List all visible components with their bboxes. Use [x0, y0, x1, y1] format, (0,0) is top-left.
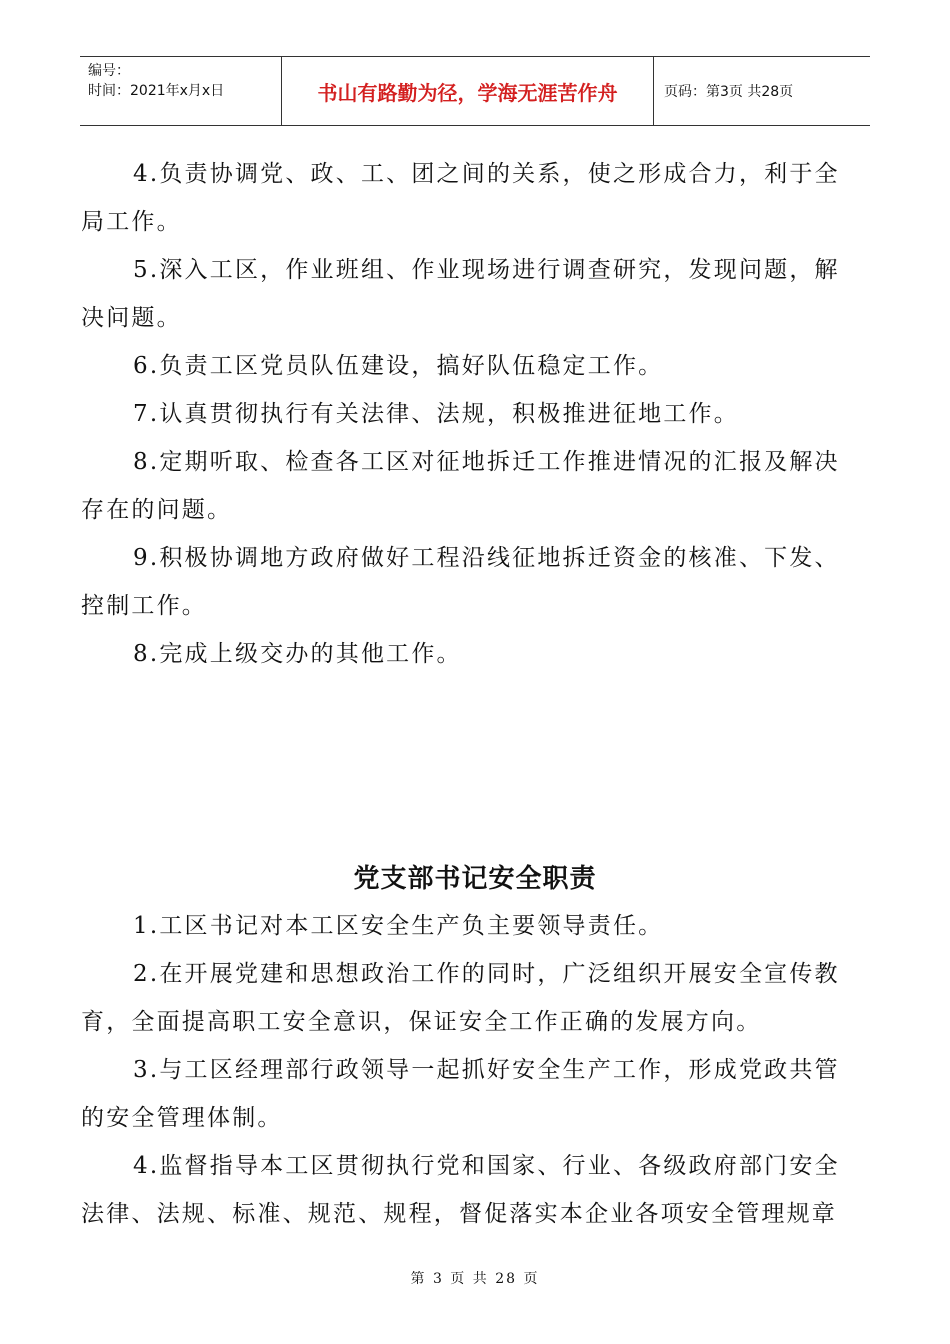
- section-item-3: [81, 1046, 871, 1142]
- paragraph-line: 存在的问题。: [81, 497, 233, 523]
- paragraph-6: [81, 342, 871, 390]
- section-item-2: [81, 950, 871, 1046]
- paragraph-line: 4.负责协调党、政、工、团之间的关系，使之形成合力，利于全: [133, 161, 840, 187]
- paragraph-line: 局工作。: [81, 209, 182, 235]
- header-motto: 书山有路勤为径，学海无涯苦作舟: [282, 57, 654, 125]
- paragraph-9: [81, 534, 871, 630]
- page-footer: 第 3 页 共 28 页: [410, 1271, 540, 1287]
- paragraph-4: [81, 150, 871, 246]
- paragraph-5: [81, 246, 871, 342]
- paragraph-8: [81, 438, 871, 534]
- paragraph-7: [81, 390, 871, 438]
- paragraph-line: 9.积极协调地方政府做好工程沿线征地拆迁资金的核准、下发、: [133, 545, 840, 571]
- paragraph-line: 1.工区书记对本工区安全生产负主要领导责任。: [133, 913, 664, 939]
- paragraph-line: 6.负责工区党员队伍建设，搞好队伍稳定工作。: [133, 353, 664, 379]
- section-title: 党支部书记安全职责: [353, 864, 597, 894]
- paragraph-line: 育，全面提高职工安全意识，保证安全工作正确的发展方向。: [81, 1009, 762, 1035]
- paragraph-line: 3.与工区经理部行政领导一起抓好安全生产工作，形成党政共管: [133, 1057, 840, 1083]
- header-meta: [80, 57, 282, 125]
- header-page-info: 页码：第3页 共28页: [664, 84, 794, 100]
- document-header: [80, 56, 870, 126]
- paragraph-line: 控制工作。: [81, 593, 207, 619]
- paragraph-line: 8.完成上级交办的其他工作。: [133, 641, 462, 667]
- paragraph-line: 的安全管理体制。: [81, 1105, 283, 1131]
- paragraph-line: 5.深入工区，作业班组、作业现场进行调查研究，发现问题，解: [133, 257, 840, 283]
- paragraph-line: 2.在开展党建和思想政治工作的同时，广泛组织开展安全宣传教: [133, 961, 840, 987]
- section-item-1: [81, 902, 871, 950]
- paragraph-line: 4.监督指导本工区贯彻执行党和国家、行业、各级政府部门安全: [133, 1153, 840, 1179]
- section-item-4: [81, 1142, 871, 1238]
- paragraph-line: 决问题。: [81, 305, 182, 331]
- paragraph-8b: [81, 630, 871, 678]
- paragraph-line: 法律、法规、标准、规范、规程，督促落实本企业各项安全管理规章: [81, 1201, 837, 1227]
- date-label: 时间：2021年x月x日: [88, 83, 225, 99]
- number-label: 编号：: [88, 63, 130, 79]
- paragraph-line: 8.定期听取、检查各工区对征地拆迁工作推进情况的汇报及解决: [133, 449, 840, 475]
- paragraph-line: 7.认真贯彻执行有关法律、法规，积极推进征地工作。: [133, 401, 739, 427]
